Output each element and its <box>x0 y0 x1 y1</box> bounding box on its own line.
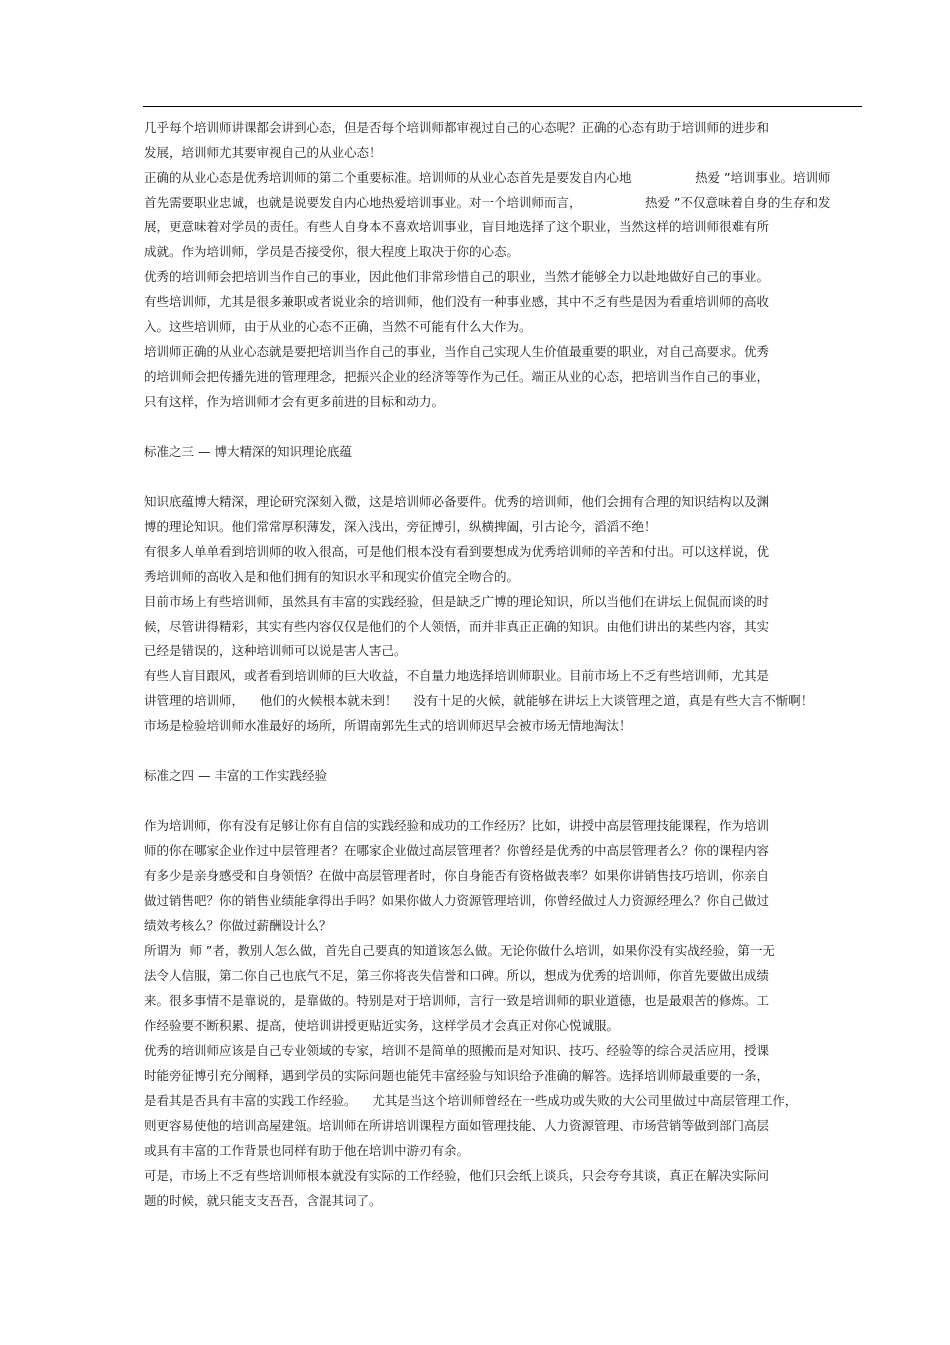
paragraph-line: 有些培训师，尤其是很多兼职或者说业余的培训师，他们没有一种事业感，其中不乏有些是因为看重培训师的高收 <box>144 294 770 309</box>
paragraph-line: 做过销售吧？你的销售业绩能拿得出手吗？如果你做人力资源管理培训，你曾经做过人力资源经理么？你自己做过 <box>144 893 770 908</box>
paragraph-line: 市场是检验培训师水准最好的场所，所谓南郭先生式的培训师迟早会被市场无情地淘汰！ <box>144 718 632 733</box>
paragraph-line: 已经是错误的，这种培训师可以说是害人害己。 <box>144 643 407 658</box>
paragraph-line: 秀培训师的高收入是和他们拥有的知识水平和现实价值完全吻合的。 <box>144 569 520 584</box>
paragraph-line: 有些人盲目跟风，或者看到培训师的巨大收益，不自量力地选择培训师职业。目前市场上不乏有些培训师，尤其是 <box>144 668 770 683</box>
paragraph-line: 展，更意味着对学员的责任。有些人自身本不喜欢培训事业，盲目地选择了这个职业，当然这样的培训师很难有所 <box>144 219 770 234</box>
paragraph-line: 入。这些培训师，由于从业的心态不正确，当然不可能有什么大作为。 <box>144 319 532 334</box>
paragraph-line: 是看其是否具有丰富的实践工作经验。 尤其是当这个培训师曾经在一些成功或失败的大公司里做过中高层管理工作， <box>144 1093 798 1108</box>
paragraph-line: 成就。作为培训师，学员是否接受你，很大程度上取决于你的心态。 <box>144 244 520 259</box>
section-heading: 标准之四 — 丰富的工作实践经验 <box>144 768 327 783</box>
paragraph-line: 可是，市场上不乏有些培训师根本就没有实际的工作经验，他们只会纸上谈兵，只会夸夸其谈，真正在解决实际问 <box>144 1168 770 1183</box>
paragraph-line: 或具有丰富的工作背景也同样有助于他在培训中游刃有余。 <box>144 1143 470 1158</box>
paragraph-line: 发展，培训师尤其要审视自己的从业心态！ <box>144 145 382 160</box>
paragraph-line: 的培训师会把传播先进的管理理念，把振兴企业的经济等等作为己任。端正从业的心态，把培训当作自己的事业， <box>144 369 770 384</box>
paragraph-line: 作经验要不断积累、提高，使培训讲授更贴近实务，这样学员才会真正对你心悦诚服。 <box>144 1018 620 1033</box>
paragraph-line: 首先需要职业忠诚，也就是说要发自内心地热爱培训事业。对一个培训师而言， 热爱 ”不仅意味着自身的生存和发 <box>144 195 831 210</box>
section-heading: 标准之三 — 博大精深的知识理论底蕴 <box>144 444 352 459</box>
paragraph-line: 题的时候，就只能支支吾吾，含混其词了。 <box>144 1193 382 1208</box>
paragraph-line: 时能旁征博引充分阐释，遇到学员的实际问题也能凭丰富经验与知识给予准确的解答。选择培训师最重要的一条， <box>144 1068 770 1083</box>
paragraph-line: 目前市场上有些培训师，虽然具有丰富的实践经验，但是缺乏广博的理论知识，所以当他们在讲坛上侃侃而谈的时 <box>144 594 770 609</box>
paragraph-line: 几乎每个培训师讲课都会讲到心态，但是否每个培训师都审视过自己的心态呢？正确的心态有助于培训师的进步和 <box>144 120 770 135</box>
paragraph-line: 讲管理的培训师， 他们的火候根本就未到！ 没有十足的火候，就能够在讲坛上大谈管理之道，真是有些大言不惭啊！ <box>144 693 814 708</box>
paragraph-line: 培训师正确的从业心态就是要把培训当作自己的事业，当作自己实现人生价值最重要的职业，对自己高要求。优秀 <box>144 344 770 359</box>
paragraph-line: 来。很多事情不是靠说的，是靠做的。特别是对于培训师，言行一致是培训师的职业道德，也是最艰苦的修炼。工 <box>144 993 770 1008</box>
paragraph-line: 博的理论知识。他们常常厚积薄发，深入浅出，旁征博引，纵横捭阖，引古论今，滔滔不绝！ <box>144 519 657 534</box>
paragraph-line: 绩效考核么？你做过薪酬设计么？ <box>144 918 332 933</box>
paragraph-line: 师的你在哪家企业作过中层管理者？在哪家企业做过高层管理者？你曾经是优秀的中高层管理者么？你的课程内容 <box>144 843 770 858</box>
paragraph-line: 知识底蕴博大精深，理论研究深刻入微，这是培训师必备要件。优秀的培训师，他们会拥有合理的知识结构以及渊 <box>144 494 770 509</box>
paragraph-line: 有多少是亲身感受和自身领悟？在做中高层管理者时，你自身能否有资格做表率？如果你讲销售技巧培训，你亲自 <box>144 868 770 883</box>
header-rule <box>143 106 862 107</box>
paragraph-line: 法令人信服，第二你自己也底气不足，第三你将丧失信誉和口碑。所以，想成为优秀的培训师，你首先要做出成绩 <box>144 968 770 983</box>
paragraph-line: 候，尽管讲得精彩，其实有些内容仅仅是他们的个人领悟，而并非真正正确的知识。由他们讲出的某些内容，其实 <box>144 619 770 634</box>
paragraph-line: 正确的从业心态是优秀培训师的第二个重要标准。培训师的从业心态首先是要发自内心地 热爱 ”培训事业。培训师 <box>144 170 831 185</box>
paragraph-line: 作为培训师，你有没有足够让你有自信的实践经验和成功的工作经历？比如，讲授中高层管理技能课程，作为培训 <box>144 818 770 833</box>
paragraph-line: 优秀的培训师会把培训当作自己的事业，因此他们非常珍惜自己的职业，当然才能够全力以赴地做好自己的事业。 <box>144 269 770 284</box>
paragraph-line: 只有这样，作为培训师才会有更多前进的目标和动力。 <box>144 394 445 409</box>
paragraph-line: 有很多人单单看到培训师的收入很高，可是他们根本没有看到要想成为优秀培训师的辛苦和付出。可以这样说，优 <box>144 544 770 559</box>
paragraph-line: 则更容易使他的培训高屋建瓴。培训师在所讲培训课程方面如管理技能、人力资源管理、市场营销等做到部门高层 <box>144 1118 770 1133</box>
paragraph-line: 所谓为 师 ”者，教别人怎么做，首先自己要真的知道该怎么做。无论你做什么培训，如果你没有实战经验，第一无 <box>144 943 775 958</box>
paragraph-line: 优秀的培训师应该是自己专业领域的专家，培训不是简单的照搬而是对知识、技巧、经验等的综合灵活应用，授课 <box>144 1043 770 1058</box>
